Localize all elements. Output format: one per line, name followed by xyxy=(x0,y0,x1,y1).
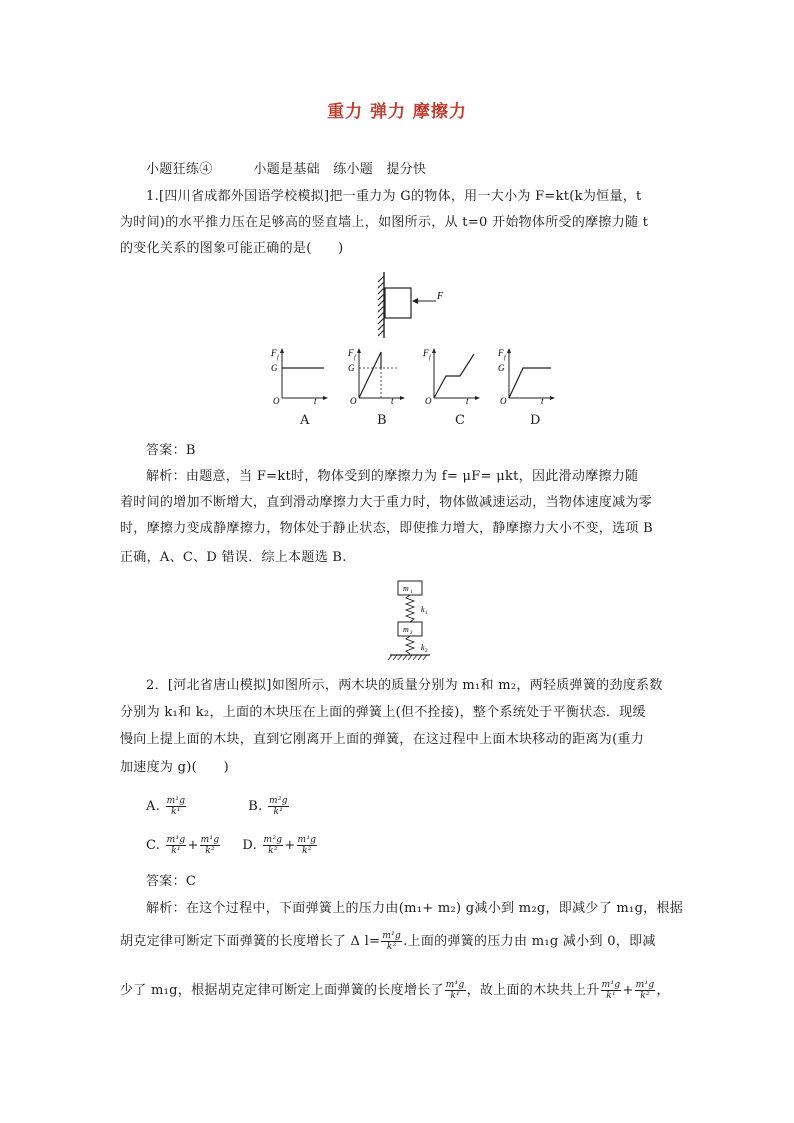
page-title: 重力 弹力 摩擦力 xyxy=(327,102,467,122)
total-rise-fraction-2: $\frac{\text{m¹g}}{\text{k²}}$ xyxy=(635,980,655,1001)
svg-text:m: m xyxy=(403,625,409,634)
graph-label-b: B xyxy=(377,413,387,428)
svg-text:F: F xyxy=(498,348,504,358)
svg-text:t: t xyxy=(314,396,317,406)
svg-text:2: 2 xyxy=(410,631,413,636)
wall-block-figure xyxy=(370,270,460,340)
section-header-right: 小题是基础 练小题 提分快 xyxy=(253,162,427,177)
option-b-fraction: $\frac{\text{m²g}}{\text{k¹}}$ xyxy=(268,796,288,817)
option-a-fraction: $\frac{\text{m¹g}}{\text{k¹}}$ xyxy=(166,796,186,817)
svg-text:G: G xyxy=(271,363,278,373)
svg-text:F: F xyxy=(271,348,277,358)
option-c-fraction-1: $\frac{\text{m¹g}}{\text{k¹}}$ xyxy=(166,835,186,856)
svg-text:F: F xyxy=(423,348,429,358)
graph-label-a: A xyxy=(300,413,310,428)
force-label: F xyxy=(437,291,444,302)
q2-text-line-4: 加速度为 g)( ) xyxy=(120,760,229,775)
svg-text:f: f xyxy=(504,355,506,361)
q1-answer: 答案：B xyxy=(146,443,196,458)
graph-a xyxy=(268,346,328,406)
option-d-fraction-1: $\frac{\text{m²g}}{\text{k²}}$ xyxy=(263,835,283,856)
q2-analysis-line-2: 胡克定律可断定下面弹簧的长度增长了 Δ l= $\frac{\text{m¹g}}{\text{k²}}$ .上面的弹簧的压力由 m₁g 减小到 0，即减 xyxy=(120,931,656,952)
q2-options-ab xyxy=(146,792,676,822)
svg-text:G: G xyxy=(348,363,355,373)
graph-d xyxy=(495,346,555,406)
q2-text-line-3: 慢向上提上面的木块，直到它刚离开上面的弹簧，在这过程中上面木块移动的距离为(重力 xyxy=(120,732,645,747)
q2-answer: 答案：C xyxy=(146,874,197,889)
option-b-label: B. xyxy=(248,799,263,814)
svg-text:t: t xyxy=(391,396,394,406)
q1-analysis-line-1: 解析：由题意，当 F=kt时，物体受到的摩擦力为 f= μF= μkt，因此滑动摩擦力随 xyxy=(146,469,639,484)
svg-text:O: O xyxy=(500,396,507,406)
graph-label-d: D xyxy=(530,413,541,428)
option-d-label: D. xyxy=(242,838,258,853)
delta-l-fraction: $\frac{\text{m¹g}}{\text{k²}}$ xyxy=(382,931,402,952)
svg-text:O: O xyxy=(273,396,280,406)
q2-analysis-line-1: 解析：在这个过程中，下面弹簧上的压力由(m₁+ m₂) g减小到 m₂g，即减少了 m₁g，根据 xyxy=(146,901,684,916)
section-header-left: 小题狂练④ xyxy=(146,162,213,177)
svg-text:f: f xyxy=(277,355,279,361)
q1-text-line-2: 为时间)的水平推力压在足够高的竖直墙上，如图所示，从 t=0 开始物体所受的摩擦力随 t xyxy=(120,215,649,230)
option-c-fraction-2: $\frac{\text{m¹g}}{\text{k²}}$ xyxy=(200,835,220,856)
svg-text:k: k xyxy=(421,643,425,652)
q1-text-line-3: 的变化关系的图象可能正确的是( ) xyxy=(120,241,344,256)
svg-text:O: O xyxy=(425,396,432,406)
section-header xyxy=(146,160,676,180)
total-rise-fraction-1: $\frac{\text{m¹g}}{\text{k¹}}$ xyxy=(601,980,621,1001)
svg-text:1: 1 xyxy=(425,611,428,616)
svg-text:G: G xyxy=(498,363,505,373)
q2-text-line-2: 分别为 k₁和 k₂，上面的木块压在上面的弹簧上(但不拴接)，整个系统处于平衡状态．现缓 xyxy=(120,705,646,720)
graph-label-c: C xyxy=(455,413,466,428)
option-a-label: A. xyxy=(146,799,161,814)
q1-text-line-1: 1.[四川省成都外国语学校模拟]把一重力为 G的物体，用一大小为 F=kt(k为恒量，t xyxy=(146,189,642,204)
svg-text:1: 1 xyxy=(410,590,413,595)
graph-b xyxy=(345,346,405,406)
svg-text:k: k xyxy=(421,605,425,614)
upper-spring-fraction: $\frac{\text{m¹g}}{\text{k¹}}$ xyxy=(445,980,465,1001)
q1-analysis-line-4: 正确，A、C、D 错误．综上本题选 B. xyxy=(120,550,347,565)
spring-figure xyxy=(384,578,444,664)
svg-text:O: O xyxy=(350,396,357,406)
q2-text-line-1: 2．[河北省唐山模拟]如图所示，两木块的质量分别为 m₁和 m₂，两轻质弹簧的劲度系数 xyxy=(146,678,663,693)
svg-text:t: t xyxy=(466,396,469,406)
svg-text:t: t xyxy=(541,396,544,406)
q1-analysis-line-3: 时，摩擦力变成静摩擦力，物体处于静止状态，即使推力增大，静摩擦力大小不变，选项 B xyxy=(120,521,653,536)
svg-text:f: f xyxy=(354,355,356,361)
svg-text:2: 2 xyxy=(425,649,428,654)
option-c-label: C. xyxy=(146,838,161,853)
option-d-fraction-2: $\frac{\text{m¹g}}{\text{k²}}$ xyxy=(297,835,317,856)
svg-text:F: F xyxy=(348,348,354,358)
q2-analysis-line-3: 少了 m₁g，根据胡克定律可断定上面弹簧的长度增长了 $\frac{\text{m¹g}}{\text{k¹}}$ ，故上面的木块共上升 $\frac{\text{m¹g}}{\text{k¹}}$ + $\frac{\text{m¹g}}{\text{k²}}$ ， xyxy=(120,980,670,1001)
svg-text:m: m xyxy=(403,584,409,593)
q2-options-cd: C. $\frac{\text{m¹g}}{\text{k¹}}$ + $\frac{\text{m¹g}}{\text{k²}}$ D. $\frac{\text{m²g}}{\text{k²}}$ + $\frac{\text{m¹g}}{\text{k²}}$ xyxy=(146,835,317,856)
q1-analysis-line-2: 着时间的增加不断增大，直到滑动摩擦力大于重力时，物体做减速运动，当物体速度减为零 xyxy=(120,495,653,510)
svg-text:f: f xyxy=(429,355,431,361)
graph-c xyxy=(420,346,480,406)
